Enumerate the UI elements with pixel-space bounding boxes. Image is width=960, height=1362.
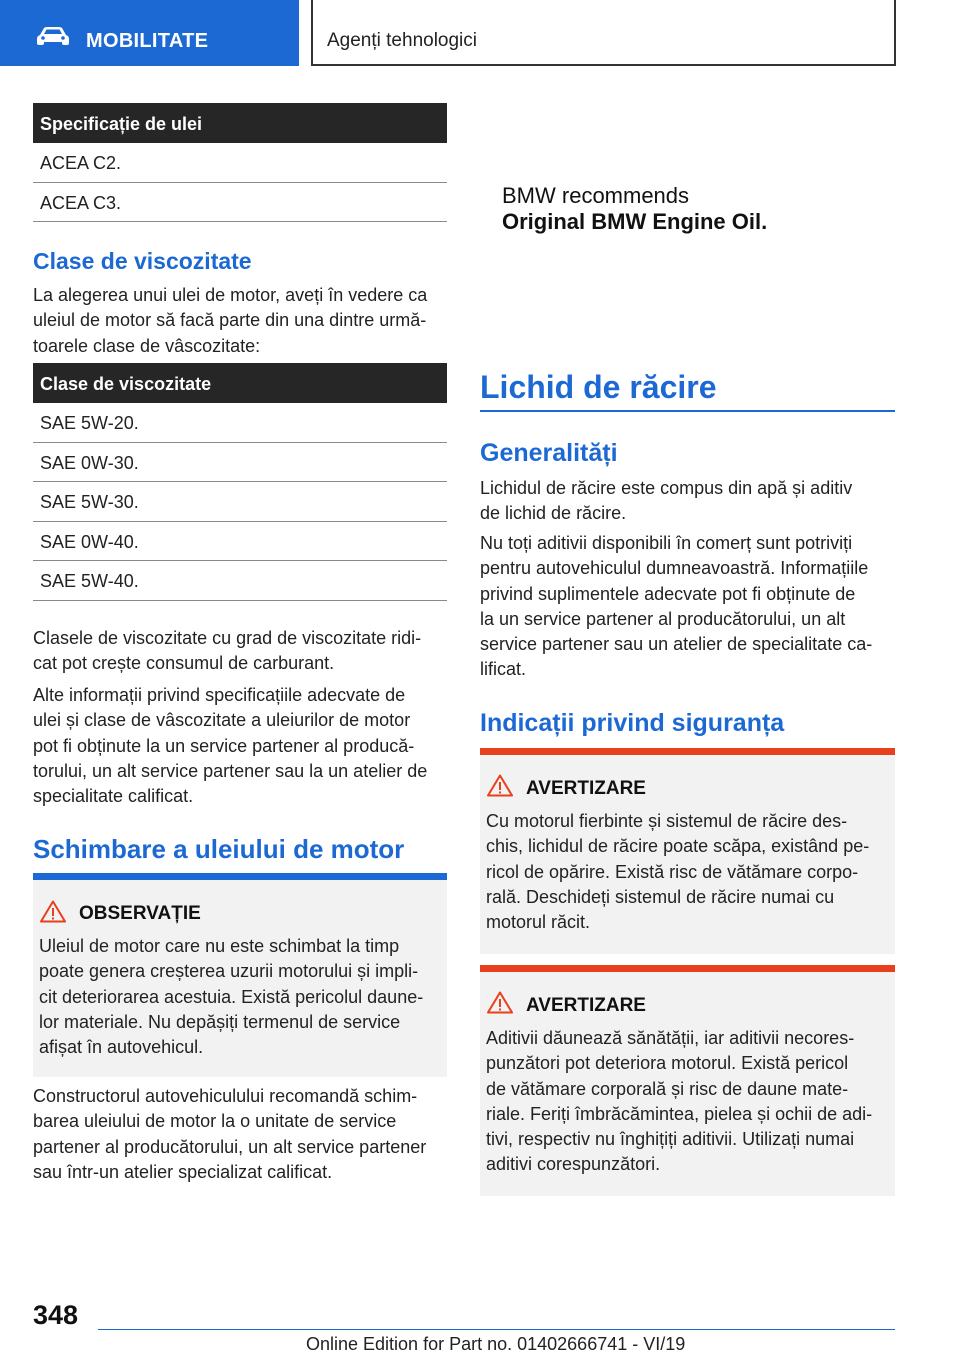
footer-rule: [98, 1329, 895, 1330]
oil-change-heading: Schimbare a uleiului de motor: [33, 834, 405, 864]
warning-box: [480, 748, 895, 954]
notice-bar: [33, 873, 447, 880]
warning-box: [480, 965, 895, 1196]
subsection-header: [311, 0, 896, 66]
warning-bar: [480, 965, 895, 972]
table-row: ACEA C3.: [33, 183, 447, 223]
bmw-oil-logo: BMW recommends Original BMW Engine Oil.: [502, 183, 768, 234]
section-title: MOBILITATE: [86, 30, 209, 52]
oil-spec-table: [33, 103, 447, 222]
table-row: SAE 0W-40.: [33, 522, 447, 562]
warning-bar: [480, 748, 895, 755]
warning-triangle-icon: [40, 900, 66, 923]
table-row: SAE 5W-40.: [33, 561, 447, 601]
safety-heading: Indicații privind siguranța: [480, 709, 785, 737]
viscosity-paragraph-2: Alte informații privind specificațiile adecvate de ulei și clase de vâscozitate a uleiurilor de motor pot fi obținute la un service partener al producă- torului, un alt service partener sau la un atelier de specialitate calificat.: [33, 685, 428, 807]
notice-box: [33, 873, 447, 1077]
viscosity-paragraph-1: Clasele de viscozitate cu grad de viscozitate ridi- cat pot crește consumul de carburant.: [33, 628, 422, 674]
table-row: SAE 5W-20.: [33, 403, 447, 443]
table-row: SAE 0W-30.: [33, 443, 447, 483]
warning-triangle-icon: [487, 991, 513, 1014]
table-row: SAE 5W-30.: [33, 482, 447, 522]
viscosity-heading: Clase de viscozitate: [33, 248, 252, 274]
coolant-paragraph-1: Lichidul de răcire este compus din apă și aditiv de lichid de răcire.: [480, 478, 853, 524]
page-number: 348: [33, 1300, 79, 1330]
coolant-paragraph-2: Nu toți aditivii disponibili în comerț sunt potriviți pentru autovehiculul dumneavoastră. Informațiile privind suplimentele adecvate pot fi obținute de la un service partener al producătorului, un alt service partener sau un atelier de specialitate ca- lificat.: [480, 533, 873, 680]
viscosity-intro: La alegerea unui ulei de motor, aveți în vedere ca uleiul de motor să facă parte din una dintre urmă- toarele clase de vâscozitate:: [33, 285, 428, 356]
warning-title: AVERTIZARE: [526, 778, 646, 799]
warning-title: AVERTIZARE: [526, 995, 646, 1016]
table-header: Specificație de ulei: [33, 103, 447, 143]
warning-triangle-icon: [487, 774, 513, 797]
car-icon: [36, 26, 70, 46]
subsection-title: Agenți tehnologici: [327, 30, 477, 51]
notice-text: Uleiul de motor care nu este schimbat la timp poate genera creșterea uzurii motorului și impli- cit deteriorarea acestuia. Există pericolul daune- lor materiale. Nu depășiți termenul de service afișat în autovehicul.: [39, 936, 424, 1058]
table-header: Clase de viscozitate: [33, 363, 447, 403]
coolant-heading: Lichid de răcire: [480, 369, 717, 405]
warning-text: Aditivii dăunează sănătății, iar aditivii necores- punzători pot deteriora motorul. Există pericol de vătămare corporală și risc de daune mate- riale. Feriți îmbrăcămintea, pielea și ochii de adi- tivi, respectiv nu înghițiți aditivii. Utilizați numai aditivi corespunzători.: [486, 1028, 873, 1175]
notice-title: OBSERVAȚIE: [79, 903, 201, 924]
warning-text: Cu motorul fierbinte și sistemul de răcire des- chis, lichidul de răcire poate scăpa, existând pe- ricol de opărire. Există risc de vătămare corpo- rală. Deschideți sistemul de răcire numai cu motorul răcit.: [486, 811, 870, 933]
viscosity-table: [33, 363, 447, 601]
table-row: ACEA C2.: [33, 143, 447, 183]
heading-rule: [480, 410, 895, 412]
oil-change-paragraph: Constructorul autovehiculului recomandă schim- barea uleiului de motor la o unitate de service partener al producătorului, un alt service partener sau într-un atelier specializat calificat.: [33, 1086, 427, 1182]
general-heading: Generalități: [480, 439, 618, 467]
section-header: [0, 0, 299, 66]
edition-footer: Online Edition for Part no. 01402666741 - VI/19: [306, 1334, 686, 1354]
